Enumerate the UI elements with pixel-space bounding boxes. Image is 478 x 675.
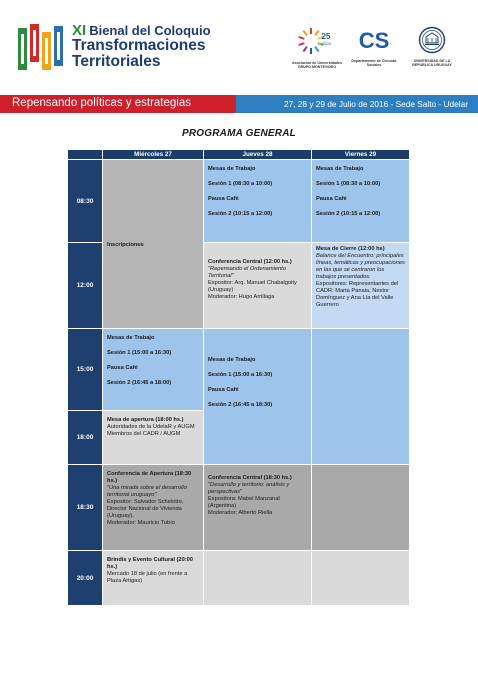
svg-text:CS: CS	[358, 28, 390, 53]
thu-noon-moderator: Moderador: Hugo Arrillaga	[208, 294, 275, 300]
program-title: PROGRAMA GENERAL	[182, 128, 296, 139]
cs-icon	[358, 26, 390, 54]
augm-logo	[290, 26, 344, 69]
fri-am-title: Mesas de Trabajo	[316, 166, 364, 172]
wed-session-2: Sesión 2 (16:45 a 18:00)	[107, 380, 172, 386]
banner-dates: 27, 28 y 29 de Julio de 2016 - Sede Salto - Udelar	[283, 99, 468, 109]
augm-caption: Asociación de Universidades GRUPO MONTEVIDEO	[292, 61, 342, 70]
header-corner	[68, 150, 103, 160]
coloquio-logo-icon	[18, 24, 64, 70]
thu-am-session-1: Sesión 1 (08:30 a 10:00)	[208, 181, 273, 187]
cs-logo	[348, 26, 400, 67]
thu-evening-moderator: Moderador: Alberto Riella	[208, 510, 273, 516]
thu-evening-title: Conferencia Central (18:30 hs.)	[208, 475, 292, 481]
title-line-1: Bienal del Coloquio	[89, 23, 211, 38]
time-2000: 20:00	[68, 551, 103, 606]
time-1200: 12:00	[68, 243, 103, 329]
udelar-caption: UNIVERSIDAD DE LA REPÚBLICA URUGUAY	[412, 59, 452, 68]
time-1500: 15:00	[68, 329, 103, 411]
conf-apertura-title: Conferencia de Apertura (18:30 hs.)	[107, 471, 192, 484]
udelar-logo	[404, 26, 460, 67]
fri-empty-2000	[312, 551, 410, 606]
cierre-speakers: Expositores: Representantes del CADR: Marta Panaia, Nestor Domínguez y Ana Lía del Valle Guerrero	[316, 281, 399, 308]
wed-brindis	[103, 551, 204, 606]
fri-am-session-1: Sesión 1 (08:30 a 10:00)	[316, 181, 381, 187]
time-0830: 08:30	[68, 160, 103, 243]
udelar-icon	[418, 26, 446, 54]
thu-conferencia-1200	[204, 243, 312, 329]
fri-empty-1830	[312, 465, 410, 551]
title-line-3: Territoriales	[72, 53, 161, 70]
brindis-place: Mercado 18 de julio (en frente a Plaza Artigas)	[107, 571, 188, 584]
thu-noon-title: Conferencia Central (12:00 hs.)	[208, 259, 292, 265]
thu-evening-speaker: Expositora: Mabel Manzanal (Argentina)	[208, 496, 280, 509]
column-header-fri: Viernes 29	[312, 150, 410, 160]
column-header-wed: Miércoles 27	[103, 150, 204, 160]
thu-mesas-afternoon	[204, 329, 312, 465]
thu-am-session-2: Sesión 2 (10:15 a 12:00)	[208, 211, 273, 217]
wed-coffee-break: Pausa Café	[107, 365, 138, 371]
wed-conferencia-apertura	[103, 465, 204, 551]
thu-mesas-morning	[204, 160, 312, 243]
thu-noon-speaker: Expositor: Arq. Manuel Chabalgoity (Uruguay)	[208, 280, 297, 293]
thu-pm-session-1: Sesión 1 (15:00 a 16:30)	[208, 372, 273, 378]
apertura-line-2: Miembros del CADR / AUGM	[107, 431, 181, 437]
augm-25-icon	[297, 26, 337, 56]
schedule-table	[68, 150, 410, 606]
apertura-title: Mesa de apertura (18:00 hs.)	[107, 417, 184, 423]
thu-pm-session-2: Sesión 2 (16:45 a 18:30)	[208, 402, 273, 408]
partner-logos	[290, 26, 460, 76]
conf-apertura-moderator: Moderador: Mauricio Tubío	[107, 520, 175, 526]
wed-session-1: Sesión 1 (15:00 a 16:30)	[107, 350, 172, 356]
svg-text:25: 25	[321, 32, 331, 41]
banner-slogan: Repensando políticas y estrategias	[12, 97, 191, 109]
title-line-2: Transformaciones	[72, 37, 206, 54]
wed-mesa-apertura	[103, 411, 204, 465]
cierre-title: Mesa de Cierre (12:00 hs)	[316, 246, 385, 252]
column-header-thu: Jueves 28	[204, 150, 312, 160]
thu-pm-title: Mesas de Trabajo	[208, 357, 256, 363]
thu-empty-2000	[204, 551, 312, 606]
thu-pm-coffee-break: Pausa Café	[208, 387, 239, 393]
thu-noon-subtitle: "Repensando el Ordenamiento Territorial"	[208, 266, 286, 279]
brindis-title: Brindis y Evento Cultural (20:00 hs.)	[107, 557, 193, 570]
fri-mesa-cierre	[312, 243, 410, 329]
time-1800: 18:00	[68, 411, 103, 465]
event-title	[72, 24, 211, 70]
thu-conferencia-1830	[204, 465, 312, 551]
conf-apertura-subtitle: "Una mirada sobre el desarrollo territorial uruguayo"	[107, 485, 187, 498]
wed-mesas-title: Mesas de Trabajo	[107, 335, 155, 341]
fri-am-session-2: Sesión 2 (10:15 a 12:00)	[316, 211, 381, 217]
edition-number: XI	[72, 22, 87, 39]
wed-mesas	[103, 329, 204, 411]
conf-apertura-speaker: Expositor: Salvador Schelotto, Director Nacional de Vivienda (Uruguay).	[107, 499, 184, 519]
cs-caption: Departamento de Ciencias Sociales	[351, 59, 397, 68]
fri-mesas-morning	[312, 160, 410, 243]
thu-evening-subtitle: "Desarrollo y territorio: análisis y perspectivas"	[208, 482, 290, 495]
thu-am-title: Mesas de Trabajo	[208, 166, 256, 172]
thu-am-coffee-break: Pausa Café	[208, 196, 239, 202]
fri-am-coffee-break: Pausa Café	[316, 196, 347, 202]
svg-text:AÑOS: AÑOS	[321, 42, 331, 46]
cierre-subtitle: Balance del Encuentro: principales líneas, temáticas y preocupaciones en las que se centraron los trabajos presentados.	[316, 253, 405, 280]
apertura-line-1: Autoridades de la UdelaR y AUGM	[107, 424, 195, 430]
fri-empty-afternoon	[312, 329, 410, 465]
banner-left	[0, 95, 236, 113]
header	[0, 0, 478, 92]
wed-inscripciones	[103, 160, 204, 329]
time-1830: 18:30	[68, 465, 103, 551]
banner-right	[236, 95, 478, 113]
banner	[0, 95, 478, 113]
inscripciones-label: Inscripciones	[107, 242, 144, 248]
